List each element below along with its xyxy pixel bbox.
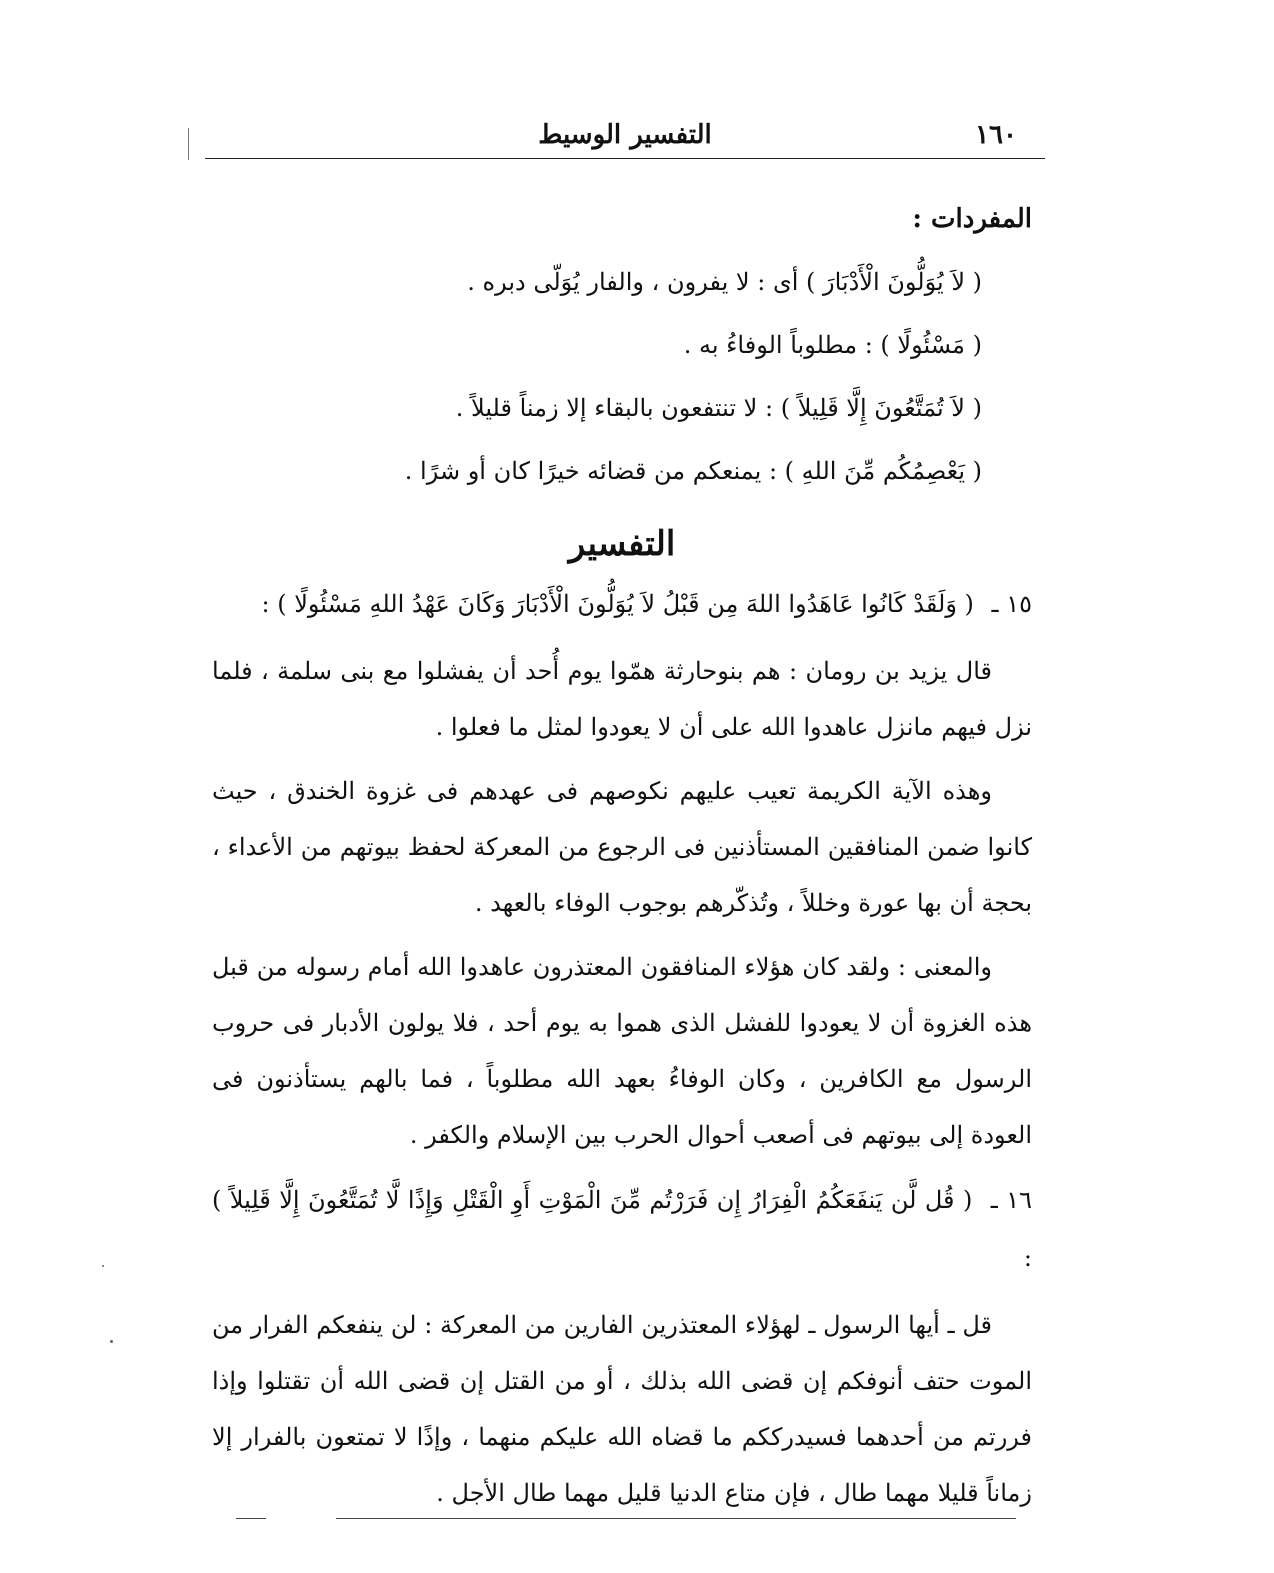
tafsir-title: التفسير [568, 524, 676, 564]
commentary-paragraph: قل ـ أيها الرسول ـ لهؤلاء المعتذرين الفارين من المعركة : لن ينفعكم الفرار من الموت حتف أنوفكم إن قضى الله بذلك ، أو من القتل إن قضى الله أن تقتلوا وإذا فررتم من أحدهما فسيدرككم ما قضاه الله عليكم منهما ، وإذًا لا تمتعون بالفرار إلا زماناً قليلا مهما طال ، فإن متاع الدنيا قليل مهما طال الأجل . [212, 1311, 1032, 1507]
vocabulary-heading: المفردات : [912, 204, 1032, 234]
page-content [212, 190, 1032, 1529]
header-margin-mark [188, 128, 203, 160]
footer-rules [236, 1518, 1016, 1526]
vocabulary-item: ( لاَ تُمَتَّعُونَ إِلَّا قَلِيلاً ) : لا تنتفعون بالبقاء إلا زمناً قليلاً . [455, 394, 982, 422]
page-number: ١٦٠ [975, 120, 1017, 150]
verse-number: ١٦ ـ [990, 1186, 1032, 1214]
verse-number: ١٥ ـ [991, 590, 1032, 618]
footer-rule [236, 1518, 266, 1519]
page-header [205, 118, 1045, 159]
verse-15 [212, 575, 1032, 633]
commentary-paragraph: وهذه الآية الكريمة تعيب عليهم نكوصهم فى عهدهم فى غزوة الخندق ، حيث كانوا ضمن المنافقين المستأذنين فى الرجوع من المعركة لحفظ بيوتهم من الأعداء ، بحجة أن بها عورة وخللاً ، وتُذكّرهم بوجوب الوفاء بالعهد . [212, 777, 1032, 917]
vocabulary-item: ( يَعْصِمُكُم مِّنَ اللهِ ) : يمنعكم من قضائه خيرًا كان أو شرًا . [404, 457, 982, 485]
vocabulary-item: ( مَسْئُولًا ) : مطلوباً الوفاءُ به . [683, 331, 982, 359]
verse-16 [212, 1171, 1032, 1287]
verse-text: ( وَلَقَدْ كَانُوا عَاهَدُوا اللهَ مِن قَبْلُ لاَ يُوَلُّونَ الْأَدْبَارَ وَكَانَ عَهْدُ اللهِ مَسْئُولًا ) : [261, 590, 974, 618]
scan-speck [110, 1340, 113, 1343]
commentary-paragraph: قال يزيد بن رومان : هم بنوحارثة همّوا يوم أُحد أن يفشلوا مع بنى سلمة ، فلما نزل فيهم مانزل عاهدوا الله على أن لا يعودوا لمثل ما فعلوا . [212, 657, 1032, 741]
commentary-paragraph: والمعنى : ولقد كان هؤلاء المنافقون المعتذرون عاهدوا الله أمام رسوله من قبل هذه الغزوة أن لا يعودوا للفشل الذى هموا به يوم أحد ، فلا يولون الأدبار فى حروب الرسول مع الكافرين ، وكان الوفاءُ بعهد الله مطلوباً ، فما بالهم يستأذنون فى العودة إلى بيوتهم فى أصعب أحوال الحرب بين الإسلام والكفر . [212, 953, 1032, 1149]
vocabulary-list [212, 253, 1032, 501]
footer-rule [336, 1518, 1016, 1519]
verse-text: ( قُل لَّن يَنفَعَكُمُ الْفِرَارُ إِن فَرَرْتُم مِّنَ الْمَوْتِ أَوِ الْقَتْلِ وَإِذًا لَّا تُمَتَّعُونَ إِلَّا قَلِيلاً ) : [212, 1186, 1032, 1272]
scan-speck [102, 1265, 104, 1267]
running-title: التفسير الوسيط [538, 120, 712, 150]
vocabulary-item: ( لاَ يُوَلُّونَ الْأَدْبَارَ ) أى : لا يفرون ، والفار يُوَلّى دبره . [467, 268, 982, 296]
